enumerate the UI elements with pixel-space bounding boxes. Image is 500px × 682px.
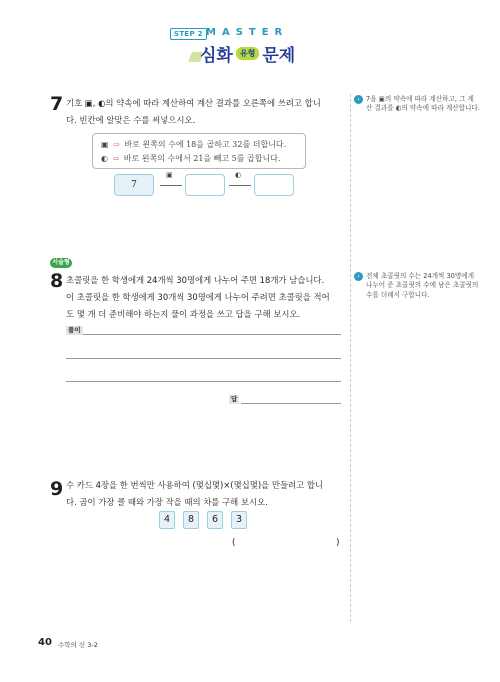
- answer-box-2[interactable]: [254, 174, 294, 196]
- number-card: 8: [183, 511, 199, 529]
- solution-line-3[interactable]: [66, 381, 341, 382]
- number-card: 3: [231, 511, 247, 529]
- sidebar-divider: [350, 94, 351, 622]
- problem-7-text: [66, 95, 348, 129]
- start-value-box: 7: [114, 174, 154, 196]
- title-word-1: 심화: [200, 45, 233, 66]
- page-number: 40: [38, 637, 52, 648]
- hint-7-text: 7을 ▣의 약속에 따라 계산하고, 그 계산 결과를 ◐의 약속에 따라 계산합니다.: [366, 95, 480, 113]
- hint-bullet-icon: ›: [354, 272, 363, 281]
- hint-8: [354, 272, 484, 300]
- problem-9-number: 9: [50, 478, 64, 500]
- rule-1-symbol: ▣: [101, 140, 109, 149]
- problem-7-number: 7: [50, 93, 64, 115]
- hint-8-text: 전체 초콜릿의 수는 24개씩 30명에게 나누어 준 초콜릿의 수에 남은 초콜릿의 수를 더해서 구합니다.: [366, 272, 479, 299]
- arrow-line: [160, 185, 182, 186]
- problem-8-line-2: 이 초콜릿을 한 학생에게 30개씩 30명에게 나누어 주려면 초콜릿을 적어: [66, 292, 330, 302]
- step-badge: STEP 2: [170, 28, 207, 40]
- number-card: 6: [207, 511, 223, 529]
- problem-7-line-1: 기호 ▣, ◐의 약속에 따라 계산하여 계산 결과를 오른쪽에 쓰려고 합니: [66, 98, 321, 108]
- answer-line[interactable]: [241, 403, 341, 404]
- problem-8-number: 8: [50, 270, 64, 292]
- arrow-icon: ⇨: [112, 154, 120, 163]
- answer-box-1[interactable]: [185, 174, 225, 196]
- problem-8-text: [66, 272, 348, 323]
- answer-paren-open: (: [232, 538, 236, 548]
- master-label: MASTER: [206, 27, 289, 38]
- arrow-icon: ⇨: [113, 140, 120, 149]
- solution-line-1[interactable]: [83, 334, 341, 335]
- book-title: 수학의 신 3-2: [58, 641, 98, 649]
- answer-paren-close: ): [336, 538, 340, 548]
- page-title: [200, 42, 295, 64]
- number-card: 4: [159, 511, 175, 529]
- essay-badge: 서술형: [50, 258, 72, 268]
- op-2-symbol: ◐: [235, 171, 242, 179]
- hint-bullet-icon: ›: [354, 95, 363, 104]
- answer-blank[interactable]: [240, 536, 334, 550]
- problem-8-line-3: 도 몇 개 더 준비해야 하는지 풀이 과정을 쓰고 답을 구해 보시오.: [66, 309, 301, 319]
- rule-2: [101, 152, 305, 166]
- title-word-2: 문제: [262, 45, 296, 66]
- solution-line-2[interactable]: [66, 358, 341, 359]
- problem-9-line-1: 수 카드 4장을 한 번씩만 사용하여 (몇십몇)×(몇십몇)을 만들려고 합니: [66, 480, 324, 490]
- rule-2-text: 바로 왼쪽의 수에서 21을 빼고 5를 곱합니다.: [123, 154, 281, 163]
- op-1-symbol: ▣: [166, 171, 173, 179]
- solution-label: 풀이: [68, 326, 81, 334]
- rule-1-text: 바로 왼쪽의 수에 18을 곱하고 32를 더합니다.: [124, 140, 287, 149]
- page-header: [170, 28, 330, 64]
- problem-9-text: [66, 477, 348, 511]
- title-pill: 유형: [236, 47, 259, 60]
- problem-7-line-2: 다. 빈칸에 알맞은 수를 써넣으시오.: [66, 115, 196, 125]
- rule-2-symbol: ◐: [101, 154, 108, 163]
- arrow-line: [229, 185, 251, 186]
- problem-9-line-2: 다. 곱이 가장 클 때와 가장 작을 때의 차를 구해 보시오.: [66, 497, 268, 507]
- rule-box: [92, 133, 306, 169]
- rule-1: [101, 138, 305, 152]
- hint-7: [354, 95, 484, 114]
- problem-8-line-1: 초콜릿을 한 학생에게 24개씩 30명에게 나누어 주면 18개가 남습니다.: [66, 275, 325, 285]
- answer-label: 답: [231, 395, 238, 403]
